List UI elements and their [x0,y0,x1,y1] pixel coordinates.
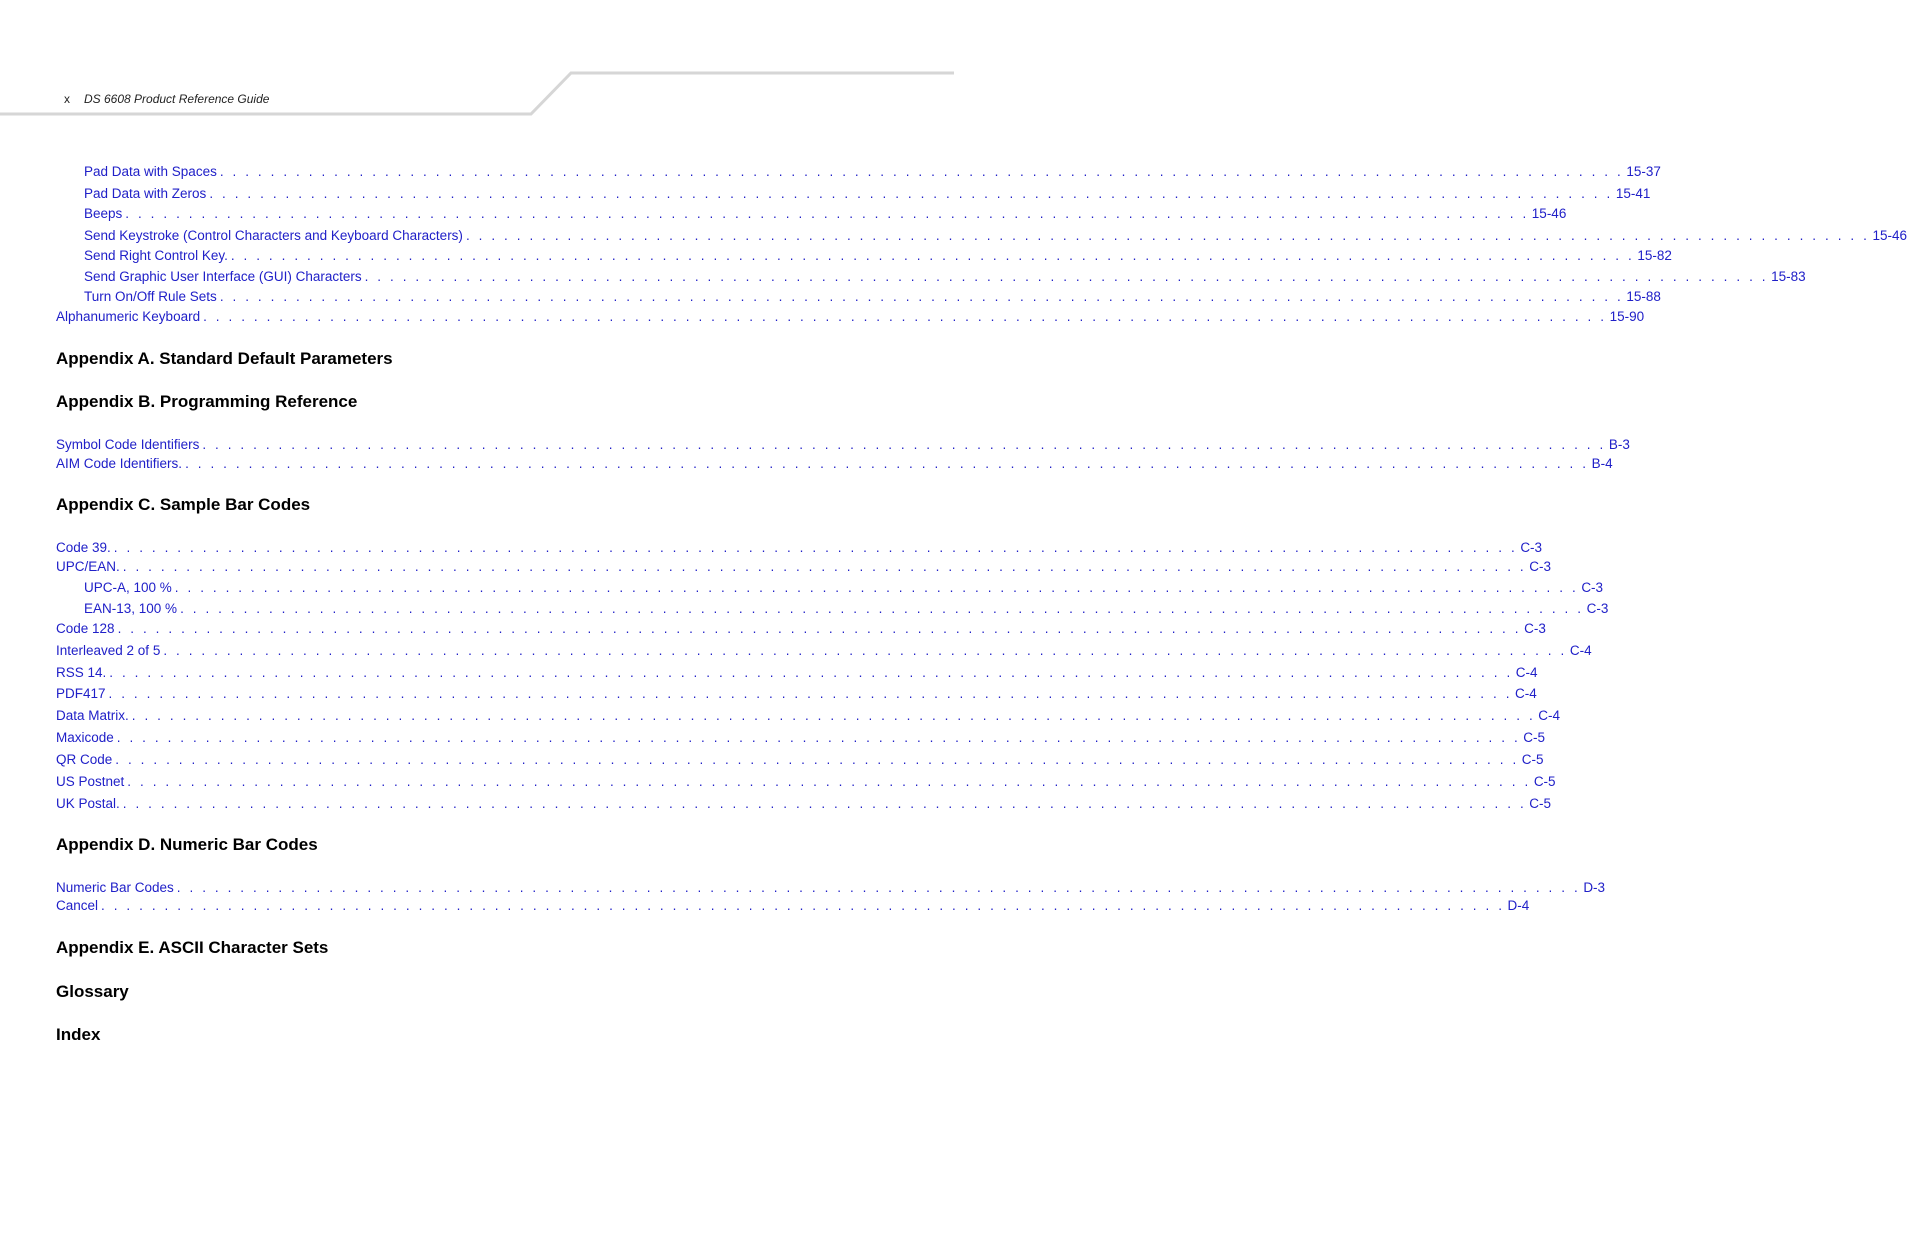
toc-entry-title: Numeric Bar Codes [56,880,174,895]
toc-entry-page: C-3 [1520,540,1543,555]
toc-entry[interactable] [56,880,1606,898]
toc-entry-title: UPC-A, 100 % [84,580,172,595]
toc-entry-title: Send Graphic User Interface (GUI) Characters [84,269,362,284]
toc-entry[interactable] [84,601,1609,619]
toc-entry-title: Maxicode [56,730,114,745]
dot-leader: . . . . . . . . . . . . . . . . . . . . . . . . . . . . . . . . . . . . . . . . . . . . . . . . . . . . . . . . . . . . . . . . . . . . . . . . . . . . . . . . . . . . . . . . . . . . . . . . . . . . . . . . . . . . . . . [101,898,1505,913]
dot-leader: . . . . . . . . . . . . . . . . . . . . . . . . . . . . . . . . . . . . . . . . . . . . . . . . . . . . . . . . . . . . . . . . . . . . . . . . . . . . . . . . . . . . . . . . . . . . . . . . . . . . . . . . . . . . . . . [108,686,1513,701]
toc-entry-title: Interleaved 2 of 5 [56,643,161,658]
toc-entry-title: AIM Code Identifiers. [56,456,183,471]
toc-entry-page: 15-90 [1609,309,1645,324]
toc-entry[interactable] [84,186,1651,204]
toc-entry-title: Data Matrix. [56,708,129,723]
toc-entry[interactable] [84,289,1661,307]
toc-entry[interactable] [56,665,1538,683]
toc-entry[interactable] [84,228,1907,246]
dot-leader: . . . . . . . . . . . . . . . . . . . . . . . . . . . . . . . . . . . . . . . . . . . . . . . . . . . . . . . . . . . . . . . . . . . . . . . . . . . . . . . . . . . . . . . . . . . . . . . . . . . . . . . . . . . . . . . [127,774,1531,789]
dot-leader: . . . . . . . . . . . . . . . . . . . . . . . . . . . . . . . . . . . . . . . . . . . . . . . . . . . . . . . . . . . . . . . . . . . . . . . . . . . . . . . . . . . . . . . . . . . . . . . . . . . . . . . . . . . . . . . [180,601,1584,616]
toc-entry[interactable] [56,540,1543,558]
toc-entry-page: B-4 [1591,456,1613,471]
toc-entry[interactable] [56,752,1544,770]
toc-entry-title: Send Keystroke (Control Characters and Keyboard Characters) [84,228,463,243]
toc-entry[interactable] [56,456,1613,474]
toc-entry[interactable] [56,621,1546,639]
dot-leader: . . . . . . . . . . . . . . . . . . . . . . . . . . . . . . . . . . . . . . . . . . . . . . . . . . . . . . . . . . . . . . . . . . . . . . . . . . . . . . . . . . . . . . . . . . . . . . . . . . . . . . . . . . . . . . . [163,643,1567,658]
toc-entry[interactable] [56,309,1645,327]
toc-entry[interactable] [56,796,1552,814]
toc-entry[interactable] [84,206,1567,224]
guide-title: DS 6608 Product Reference Guide [84,92,270,106]
toc-entry-page: C-3 [1524,621,1546,636]
toc-entry[interactable] [84,164,1661,182]
toc-entry-title: Pad Data with Zeros [84,186,207,201]
dot-leader: . . . . . . . . . . . . . . . . . . . . . . . . . . . . . . . . . . . . . . . . . . . . . . . . . . . . . . . . . . . . . . . . . . . . . . . . . . . . . . . . . . . . . . . . . . . . . . . . . . . . . . . . . . . . . . . [219,164,1624,179]
page-number: x [64,92,70,106]
toc-entry-page: C-3 [1586,601,1609,616]
toc-entry-title: Code 39. [56,540,111,555]
toc-entry-title: Pad Data with Spaces [84,164,217,179]
toc-entry[interactable] [56,708,1561,726]
toc-entry-title: UK Postal. [56,796,120,811]
toc-entry[interactable] [56,437,1630,455]
dot-leader: . . . . . . . . . . . . . . . . . . . . . . . . . . . . . . . . . . . . . . . . . . . . . . . . . . . . . . . . . . . . . . . . . . . . . . . . . . . . . . . . . . . . . . . . . . . . . . . . . . . . . . . . . . . . . . . [176,880,1581,895]
dot-leader: . . . . . . . . . . . . . . . . . . . . . . . . . . . . . . . . . . . . . . . . . . . . . . . . . . . . . . . . . . . . . . . . . . . . . . . . . . . . . . . . . . . . . . . . . . . . . . . . . . . . . . . . . . . . . . . [185,456,1589,471]
dot-leader: . . . . . . . . . . . . . . . . . . . . . . . . . . . . . . . . . . . . . . . . . . . . . . . . . . . . . . . . . . . . . . . . . . . . . . . . . . . . . . . . . . . . . . . . . . . . . . . . . . . . . . . . . . . . . . . [230,248,1635,263]
toc-entry-title: Beeps [84,206,123,221]
appendix-c-heading[interactable]: Appendix C. Sample Bar Codes [56,495,311,514]
toc-entry-page: C-5 [1533,774,1556,789]
dot-leader: . . . . . . . . . . . . . . . . . . . . . . . . . . . . . . . . . . . . . . . . . . . . . . . . . . . . . . . . . . . . . . . . . . . . . . . . . . . . . . . . . . . . . . . . . . . . . . . . . . . . . . . . . . . . . . . [131,708,1536,723]
toc-entry-page: 15-46 [1531,206,1567,221]
toc-entry-title: Turn On/Off Rule Sets [84,289,217,304]
glossary-heading[interactable]: Glossary [56,982,129,1001]
toc-entry-page: 15-37 [1626,164,1661,179]
toc-entry-page: 15-82 [1637,248,1672,263]
toc-entry[interactable] [56,559,1552,577]
toc-entry[interactable] [56,686,1537,704]
toc-entry-title: Send Right Control Key. [84,248,228,263]
toc-entry-page: C-5 [1523,730,1546,745]
toc-entry-title: Symbol Code Identifiers [56,437,200,452]
toc-entry-page: C-4 [1538,708,1561,723]
toc-entry[interactable] [84,580,1604,598]
toc-entry-page: 15-41 [1615,186,1651,201]
toc-entry[interactable] [56,898,1530,916]
toc-entry-page: C-3 [1581,580,1604,595]
toc-entry[interactable] [84,269,1806,287]
dot-leader: . . . . . . . . . . . . . . . . . . . . . . . . . . . . . . . . . . . . . . . . . . . . . . . . . . . . . . . . . . . . . . . . . . . . . . . . . . . . . . . . . . . . . . . . . . . . . . . . . . . . . . . . . . . . . . . [115,752,1519,767]
toc-entry-page: 15-88 [1626,289,1661,304]
toc-entry-page: B-3 [1608,437,1630,452]
dot-leader: . . . . . . . . . . . . . . . . . . . . . . . . . . . . . . . . . . . . . . . . . . . . . . . . . . . . . . . . . . . . . . . . . . . . . . . . . . . . . . . . . . . . . . . . . . . . . . . . . . . . . . . . . . . . . . . [174,580,1579,595]
dot-leader: . . . . . . . . . . . . . . . . . . . . . . . . . . . . . . . . . . . . . . . . . . . . . . . . . . . . . . . . . . . . . . . . . . . . . . . . . . . . . . . . . . . . . . . . . . . . . . . . . . . . . . . . . . . . . . . [465,228,1870,243]
dot-leader: . . . . . . . . . . . . . . . . . . . . . . . . . . . . . . . . . . . . . . . . . . . . . . . . . . . . . . . . . . . . . . . . . . . . . . . . . . . . . . . . . . . . . . . . . . . . . . . . . . . . . . . . . . . . . . . [203,309,1607,324]
toc-entry-title: US Postnet [56,774,125,789]
toc-entry-title: Alphanumeric Keyboard [56,309,201,324]
dot-leader: . . . . . . . . . . . . . . . . . . . . . . . . . . . . . . . . . . . . . . . . . . . . . . . . . . . . . . . . . . . . . . . . . . . . . . . . . . . . . . . . . . . . . . . . . . . . . . . . . . . . . . . . . . . . . . . [364,269,1769,284]
toc-entry-title: QR Code [56,752,113,767]
toc-entry-page: C-5 [1529,796,1552,811]
toc-entry-title: EAN-13, 100 % [84,601,178,616]
toc-entry-title: RSS 14. [56,665,107,680]
toc-entry-page: C-3 [1529,559,1552,574]
toc-entry-page: 15-83 [1771,269,1806,284]
dot-leader: . . . . . . . . . . . . . . . . . . . . . . . . . . . . . . . . . . . . . . . . . . . . . . . . . . . . . . . . . . . . . . . . . . . . . . . . . . . . . . . . . . . . . . . . . . . . . . . . . . . . . . . . . . . . . . . [117,621,1522,636]
appendix-d-heading[interactable]: Appendix D. Numeric Bar Codes [56,835,318,854]
toc-entry-page: C-4 [1515,665,1538,680]
toc-entry-page: D-3 [1583,880,1606,895]
toc-entry[interactable] [56,774,1556,792]
dot-leader: . . . . . . . . . . . . . . . . . . . . . . . . . . . . . . . . . . . . . . . . . . . . . . . . . . . . . . . . . . . . . . . . . . . . . . . . . . . . . . . . . . . . . . . . . . . . . . . . . . . . . . . . . . . . . . . [122,796,1527,811]
toc-entry-page: C-4 [1515,686,1537,701]
toc-entry-title: PDF417 [56,686,106,701]
toc-entry[interactable] [56,643,1592,661]
dot-leader: . . . . . . . . . . . . . . . . . . . . . . . . . . . . . . . . . . . . . . . . . . . . . . . . . . . . . . . . . . . . . . . . . . . . . . . . . . . . . . . . . . . . . . . . . . . . . . . . . . . . . . . . . . . . . . . [202,437,1606,452]
appendix-b-heading[interactable]: Appendix B. Programming Reference [56,392,358,411]
index-heading[interactable]: Index [56,1025,101,1044]
appendix-a-heading[interactable]: Appendix A. Standard Default Parameters [56,349,393,368]
dot-leader: . . . . . . . . . . . . . . . . . . . . . . . . . . . . . . . . . . . . . . . . . . . . . . . . . . . . . . . . . . . . . . . . . . . . . . . . . . . . . . . . . . . . . . . . . . . . . . . . . . . . . . . . . . . . . . . [209,186,1613,201]
toc-entry-page: 15-46 [1872,228,1907,243]
dot-leader: . . . . . . . . . . . . . . . . . . . . . . . . . . . . . . . . . . . . . . . . . . . . . . . . . . . . . . . . . . . . . . . . . . . . . . . . . . . . . . . . . . . . . . . . . . . . . . . . . . . . . . . . . . . . . . . [122,559,1527,574]
toc-entry-title: UPC/EAN. [56,559,120,574]
toc-entry-page: D-4 [1507,898,1530,913]
dot-leader: . . . . . . . . . . . . . . . . . . . . . . . . . . . . . . . . . . . . . . . . . . . . . . . . . . . . . . . . . . . . . . . . . . . . . . . . . . . . . . . . . . . . . . . . . . . . . . . . . . . . . . . . . . . . . . . [219,289,1624,304]
toc-entry-page: C-4 [1569,643,1592,658]
toc-entry-page: C-5 [1521,752,1544,767]
dot-leader: . . . . . . . . . . . . . . . . . . . . . . . . . . . . . . . . . . . . . . . . . . . . . . . . . . . . . . . . . . . . . . . . . . . . . . . . . . . . . . . . . . . . . . . . . . . . . . . . . . . . . . . . . . . . . . . [116,730,1521,745]
toc-entry[interactable] [84,248,1672,266]
appendix-e-heading[interactable]: Appendix E. ASCII Character Sets [56,938,329,957]
toc-entry[interactable] [56,730,1546,748]
dot-leader: . . . . . . . . . . . . . . . . . . . . . . . . . . . . . . . . . . . . . . . . . . . . . . . . . . . . . . . . . . . . . . . . . . . . . . . . . . . . . . . . . . . . . . . . . . . . . . . . . . . . . . . . . . . . . . . [125,206,1529,221]
toc-entry-title: Cancel [56,898,99,913]
toc-entry-title: Code 128 [56,621,115,636]
dot-leader: . . . . . . . . . . . . . . . . . . . . . . . . . . . . . . . . . . . . . . . . . . . . . . . . . . . . . . . . . . . . . . . . . . . . . . . . . . . . . . . . . . . . . . . . . . . . . . . . . . . . . . . . . . . . . . . [109,665,1513,680]
dot-leader: . . . . . . . . . . . . . . . . . . . . . . . . . . . . . . . . . . . . . . . . . . . . . . . . . . . . . . . . . . . . . . . . . . . . . . . . . . . . . . . . . . . . . . . . . . . . . . . . . . . . . . . . . . . . . . . [113,540,1518,555]
